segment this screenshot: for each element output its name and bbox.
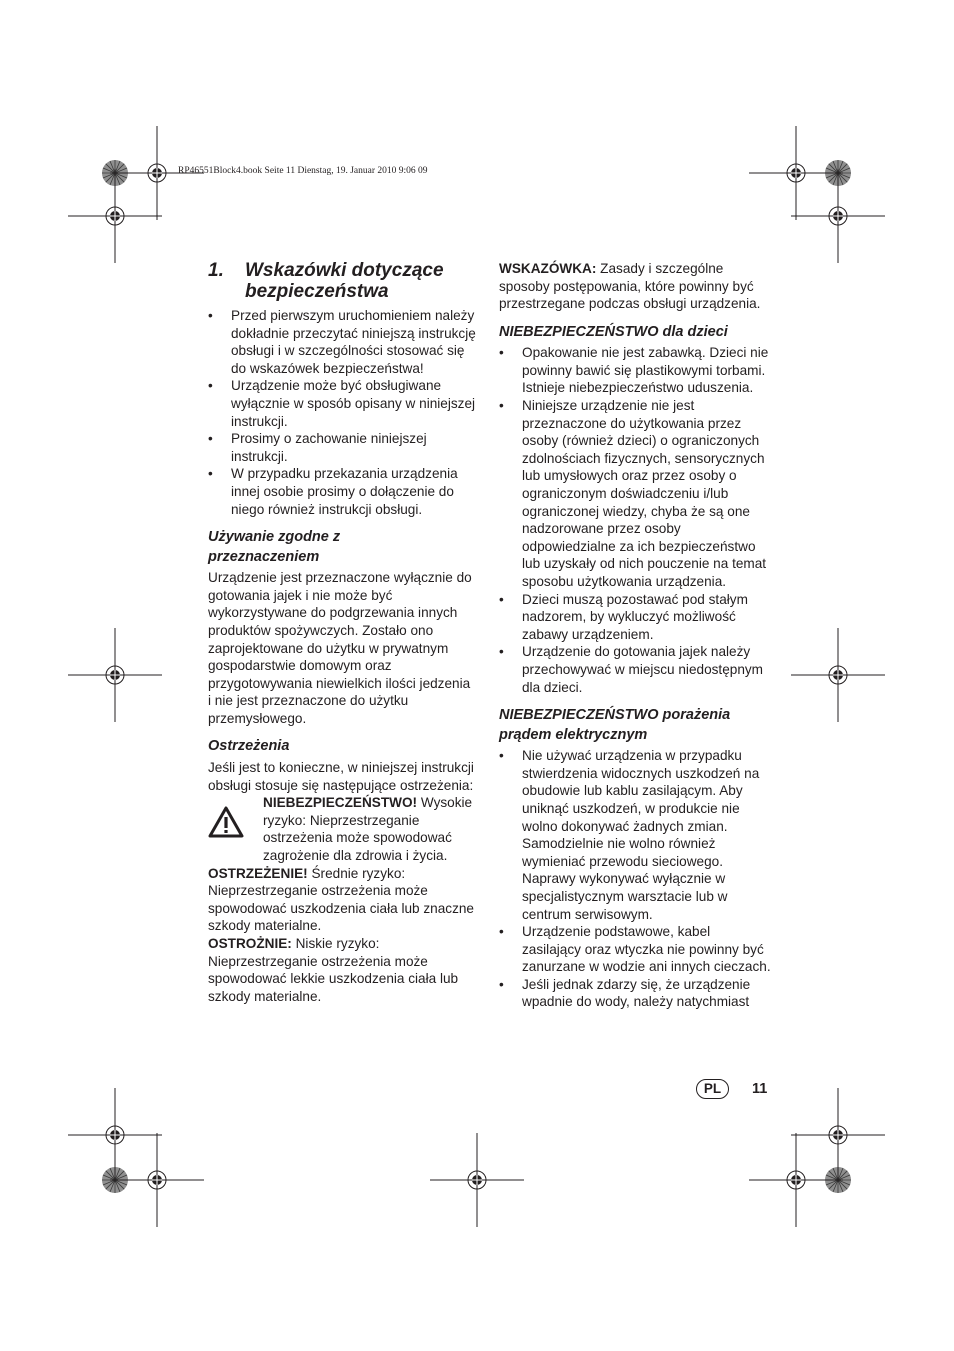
right-column [499, 260, 771, 1011]
print-header: RP46551Block4.book Seite 11 Dienstag, 19. Januar 2010 9:06 09 [178, 166, 428, 176]
section-number: 1. [208, 260, 224, 281]
children-danger-heading: NIEBEZPIECZEŃSTWO dla dzieci [499, 323, 728, 340]
danger-text: NIEBEZPIECZEŃSTWO! Wysokie ryzyko: Nieprzestrzeganie ostrzeżenia może spowodować zagrożenie dla zdrowia i życia. [263, 795, 473, 863]
list-item: • Opakowanie nie jest zabawką. Dzieci nie powinny bawić się plastikowymi torbami. Istnieje niebezpieczeństwo uduszenia. [499, 344, 771, 397]
list-item: • Nie używać urządzenia w przypadku stwierdzenia widocznych uszkodzeń na obudowie lub kablu zasilającym. Aby uniknąć uszkodzeń, w produkcie nie wolno dokonywać żadnych zmian. Samodzielnie nie wolno również wymieniać przewodu sieciowego. Naprawy wykonywać wyłącznie w specjalistycznym warsztacie lub w centrum serwisowym. [499, 747, 771, 923]
list-item: • Prosimy o zachowanie niniejszej instrukcji. [208, 430, 476, 465]
danger-block [208, 794, 476, 864]
warnings-heading: Ostrzeżenia [208, 738, 290, 755]
warning-triangle-icon [208, 794, 263, 864]
list-item: • Urządzenie do gotowania jajek należy przechowywać w miejscu niedostępnym dla dzieci. [499, 643, 771, 696]
children-bullets [499, 344, 771, 696]
electric-bullets [499, 747, 771, 1011]
list-item: • Urządzenie podstawowe, kabel zasilający oraz wtyczka nie powinny być zanurzane w wodzie ani innych cieczach. [499, 923, 771, 976]
list-item: • W przypadku przekazania urządzenia innej osobie prosimy o dołączenie do niego również instrukcji obsługi. [208, 465, 476, 518]
page-number: 11 [752, 1081, 768, 1097]
list-item: • Dzieci muszą pozostawać pod stałym nadzorem, by wykluczyć możliwość zabawy urządzeniem. [499, 591, 771, 644]
list-item: • Przed pierwszym uruchomieniem należy dokładnie przeczytać niniejszą instrukcję obsługi i w szczególności stosować się do wskazówek bezpieczeństwa! [208, 307, 476, 377]
section-heading [208, 260, 476, 302]
intended-use-text: Urządzenie jest przeznaczone wyłącznie do gotowania jajek i nie może być wykorzystywane do podgrzewania innych produktów spożywczych. Zostało ono zaprojektowane do użytku w prywatnym gospodarstwie domowym oraz przygotowywania niewielkich ilości jedzenia i nie jest przeznaczone do użytku przemysłowego. [208, 570, 472, 726]
list-item: • Niniejsze urządzenie nie jest przeznaczone do użytkowania przez osoby (również dzieci) o ograniczonych zdolnościach fizycznych, sensorycznych lub umysłowych oraz przez osoby o ograniczonym doświadczeniu i/lub ograniczonej wiedzy, chyba że są one nadzorowane przez osoby odpowiedzialne za ich bezpieczeństwo lub uzyskały od nich pouczenie na temat sposobu użytkowania urządzenia. [499, 397, 771, 591]
warning-text: OSTRZEŻENIE! Średnie ryzyko: Nieprzestrzeganie ostrzeżenia może spowodować uszkodzenia ciała lub znaczne szkody materialne. [208, 865, 474, 934]
safety-bullets [208, 307, 476, 518]
section-title: Wskazówki dotyczące bezpieczeństwa [245, 260, 444, 302]
list-item: • Jeśli jednak zdarzy się, że urządzenie wpadnie do wody, należy natychmiast [499, 976, 771, 1011]
intended-use-heading: Używanie zgodne z przeznaczeniem [208, 529, 341, 565]
language-badge: PL [696, 1079, 729, 1099]
caution-text: OSTROŻNIE: Niskie ryzyko: Nieprzestrzeganie ostrzeżenia może spowodować lekkie uszkodzenia ciała lub szkody materialne. [208, 935, 459, 1004]
electric-danger-heading: NIEBEZPIECZEŃSTWO porażenia prądem elektrycznym [499, 707, 731, 743]
list-item: • Urządzenie może być obsługiwane wyłącznie w sposób opisany w niniejszej instrukcji. [208, 377, 476, 430]
left-column [208, 260, 476, 1005]
warnings-intro: Jeśli jest to konieczne, w niniejszej instrukcji obsługi stosuje się następujące ostrzeżenia: [208, 759, 474, 793]
note-text: WSKAZÓWKA: Zasady i szczególne sposoby postępowania, które powinny być przestrzegane podczas obsługi urządzenia. [499, 261, 761, 312]
